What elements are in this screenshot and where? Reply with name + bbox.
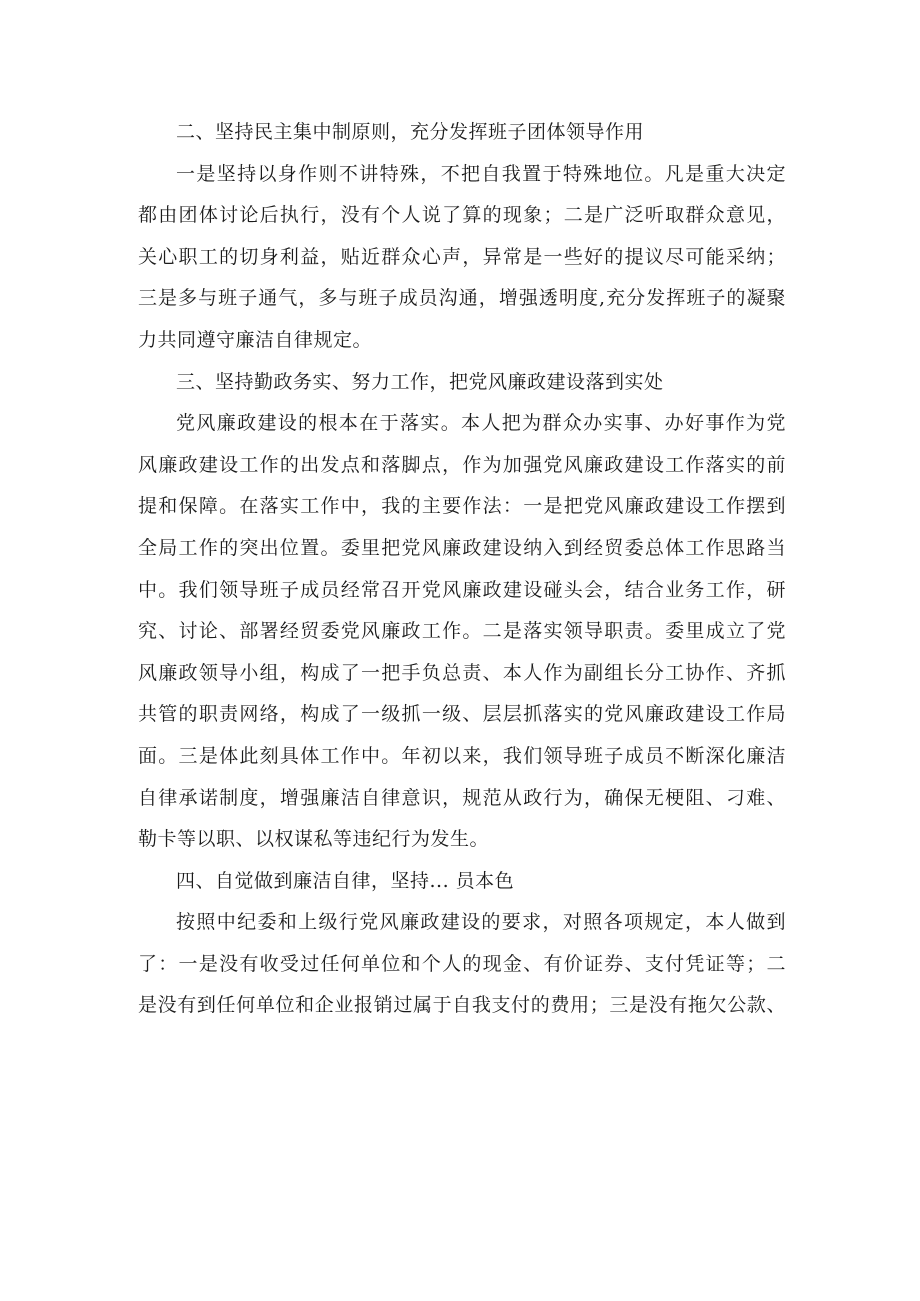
- text-line: 力共同遵守廉洁自律规定。: [138, 328, 373, 351]
- text-line: 了：一是没有收受过任何单位和个人的现金、有价证券、支付凭证等；二: [138, 952, 786, 975]
- text-line: 一是坚持以身作则不讲特殊，不把自我置于特殊地位。凡是重大决定: [176, 162, 786, 185]
- text-line: 三、坚持勤政务实、努力工作，把党风廉政建设落到实处: [176, 370, 664, 393]
- text-line: 关心职工的切身利益，贴近群众心声，异常是一些好的提议尽可能采纳；: [138, 245, 786, 268]
- text-line: 都由团体讨论后执行，没有个人说了算的现象；二是广泛听取群众意见，: [138, 204, 786, 227]
- document-body: [138, 112, 786, 1027]
- text-line: 三是多与班子通气，多与班子成员沟通，增强透明度,充分发挥班子的凝聚: [138, 287, 786, 310]
- text-line: 中。我们领导班子成员经常召开党风廉政建设碰头会，结合业务工作，研: [138, 578, 786, 601]
- text-line: 勒卡等以职、以权谋私等违纪行为发生。: [138, 828, 490, 851]
- text-line: 共管的职责网络，构成了一级抓一级、层层抓落实的党风廉政建设工作局: [138, 703, 786, 726]
- text-line: 究、讨论、部署经贸委党风廉政工作。二是落实领导职责。委里成立了党: [138, 620, 786, 643]
- text-line: 全局工作的突出位置。委里把党风廉政建设纳入到经贸委总体工作思路当: [138, 536, 786, 559]
- text-line: 是没有到任何单位和企业报销过属于自我支付的费用；三是没有拖欠公款、: [138, 994, 786, 1017]
- text-line: 风廉政建设工作的出发点和落脚点，作为加强党风廉政建设工作落实的前: [138, 453, 786, 476]
- text-line: 四、自觉做到廉洁自律，坚持... 员本色: [176, 869, 515, 892]
- text-line: 面。三是体此刻具体工作中。年初以来，我们领导班子成员不断深化廉洁: [138, 744, 786, 767]
- text-line: 提和保障。在落实工作中，我的主要作法：一是把党风廉政建设工作摆到: [138, 495, 786, 518]
- text-line: 二、坚持民主集中制原则，充分发挥班子团体领导作用: [176, 121, 645, 143]
- text-line: 按照中纪委和上级行党风廉政建设的要求，对照各项规定，本人做到: [176, 911, 786, 934]
- text-line: 党风廉政建设的根本在于落实。本人把为群众办实事、办好事作为党: [176, 412, 786, 435]
- text-line: 自律承诺制度，增强廉洁自律意识，规范从政行为，确保无梗阻、刁难、: [138, 786, 786, 809]
- text-line: 风廉政领导小组，构成了一把手负总责、本人作为副组长分工协作、齐抓: [138, 661, 786, 684]
